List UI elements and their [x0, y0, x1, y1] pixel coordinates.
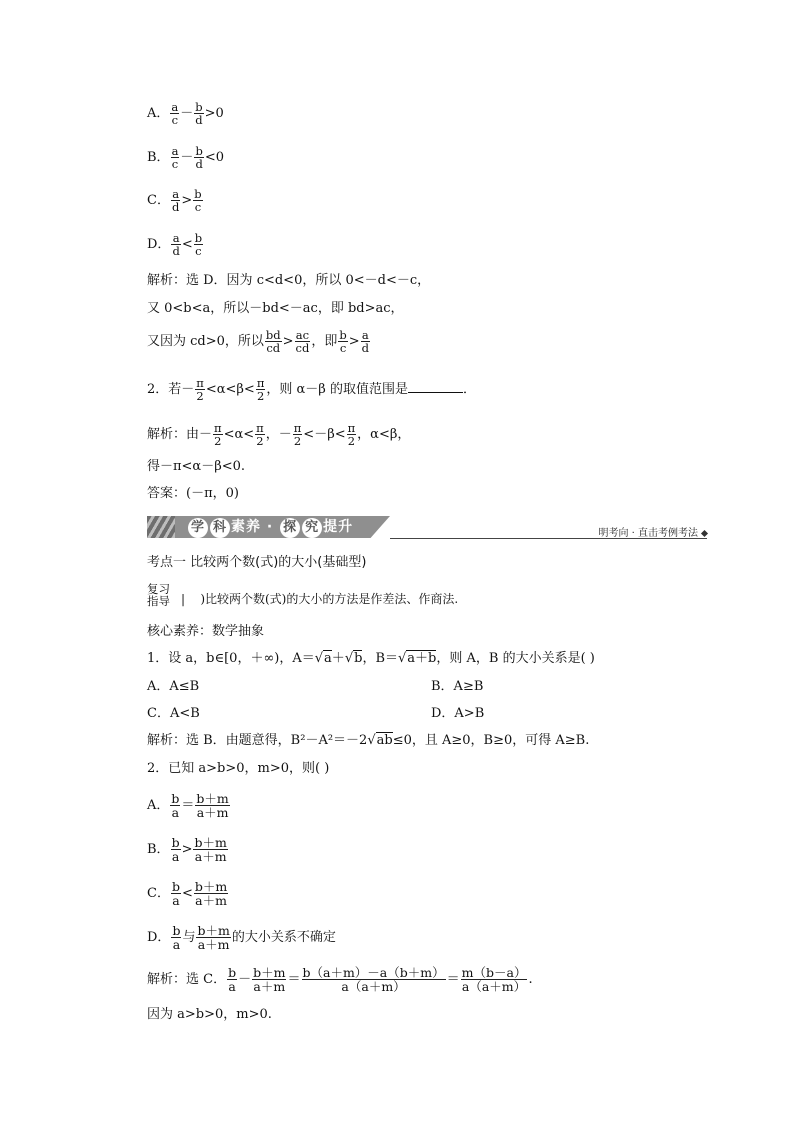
banner-title — [187, 516, 353, 538]
option-tail: <0 — [204, 150, 224, 166]
denominator: d — [171, 200, 180, 215]
q3-solution — [147, 734, 589, 747]
numerator: b — [172, 923, 181, 938]
fraction — [195, 792, 229, 819]
banner-stripes — [147, 516, 175, 538]
option-label: A． — [147, 798, 170, 814]
denominator: d — [195, 157, 203, 172]
denominator: a＋m — [197, 937, 230, 953]
operator: > — [181, 193, 193, 209]
operator: ＝ — [287, 972, 301, 988]
denominator: 2 — [214, 434, 222, 449]
operator: － — [180, 106, 194, 122]
option-label: C． — [147, 193, 170, 209]
option-label: B． — [147, 150, 170, 166]
diamond-icon — [701, 529, 708, 536]
option-c — [147, 188, 204, 213]
text: ． — [462, 382, 476, 398]
q4-option-d — [147, 924, 336, 951]
option-label: A． — [147, 106, 170, 122]
section-banner — [147, 512, 707, 542]
numerator: a — [171, 144, 179, 158]
q4-solution — [147, 966, 533, 993]
review-guide-label — [147, 583, 170, 607]
sqrt-symbol: √ — [398, 651, 407, 666]
fraction — [195, 377, 205, 402]
bar: | — [181, 592, 201, 606]
fraction — [171, 145, 180, 170]
numerator: b — [339, 328, 347, 342]
option-tail: >0 — [204, 106, 224, 122]
denominator: a＋m — [253, 979, 286, 995]
option-b — [147, 145, 224, 170]
banner-char: 学 — [188, 518, 208, 538]
numerator: b — [171, 791, 180, 806]
denominator: a — [171, 849, 180, 865]
text: <α<β< — [205, 382, 255, 398]
q4-solution-line2: 因为 a>b>0，m>0. — [147, 1007, 272, 1022]
section-heading: 考点一 比较两个数(式)的大小(基础型) — [147, 555, 367, 570]
q3-option-d: D．A>B — [431, 706, 485, 721]
fraction — [265, 329, 282, 354]
q4-option-c — [147, 880, 229, 907]
fraction — [171, 188, 180, 213]
denominator: c — [339, 341, 347, 356]
text: 1．设 a，b∈[0，＋∞)，A＝ — [147, 651, 315, 666]
fraction — [196, 924, 230, 951]
solution1-line2: 又 0<b<a，所以－bd<－ac，即 bd>ac， — [147, 301, 404, 316]
fraction — [361, 329, 370, 354]
operator: － — [180, 150, 194, 166]
question-3 — [147, 652, 595, 665]
q4-option-a — [147, 792, 231, 819]
fraction — [194, 101, 203, 126]
option-label: B． — [147, 842, 170, 858]
fraction — [255, 422, 265, 447]
numerator: m（b－a） — [461, 965, 527, 980]
numerator: b — [228, 965, 237, 980]
banner-char: 探 — [280, 518, 300, 538]
fraction — [194, 232, 203, 257]
core-literacy: 核心素养：数学抽象 — [147, 624, 265, 639]
text: ，－ — [265, 427, 292, 443]
review-guide-2: 指导 — [147, 594, 170, 609]
numerator: b＋m — [253, 965, 286, 980]
banner-right — [598, 524, 707, 539]
denominator: 2 — [347, 434, 356, 449]
radicand: a — [324, 651, 332, 666]
banner-text: 素养 · — [231, 519, 280, 535]
operator: ＝ — [446, 972, 460, 988]
denominator: c — [171, 157, 179, 172]
fraction — [171, 836, 181, 863]
fraction — [171, 924, 181, 951]
banner-right-text: 明考向 · 直击考例考法 — [598, 528, 698, 539]
denominator: a＋m — [195, 893, 227, 909]
numerator: a — [172, 187, 180, 201]
text: 解析：选 B．由题意得，B²－A²＝－2 — [147, 733, 368, 748]
fraction — [293, 422, 303, 447]
q3-option-a: A．A≤B — [147, 679, 200, 694]
text: 2．若－ — [147, 382, 195, 398]
denominator: c — [171, 113, 179, 128]
numerator: π — [214, 421, 222, 435]
q3-option-b: B．A≥B — [431, 679, 484, 694]
radicand: ab — [376, 733, 393, 748]
fraction — [252, 966, 286, 993]
banner-text: 提升 — [323, 519, 354, 535]
denominator: a — [228, 979, 236, 995]
text: ，则 α－β 的取值范围是 — [266, 382, 408, 398]
radicand: b — [354, 651, 363, 666]
numerator: a — [171, 100, 179, 114]
denominator: a — [171, 805, 180, 821]
numerator: π — [256, 376, 265, 390]
text: . — [528, 972, 533, 988]
numerator: ac — [295, 328, 310, 342]
text: )比较两个数(式)的大小的方法是作差法、作商法. — [200, 592, 459, 606]
q3-option-c: C．A<B — [147, 706, 200, 721]
option-label: C． — [147, 886, 170, 902]
denominator: 2 — [256, 389, 265, 404]
fraction — [347, 422, 357, 447]
fraction — [256, 377, 266, 402]
denominator: cd — [266, 341, 281, 356]
option-d — [147, 232, 204, 257]
denominator: d — [361, 341, 370, 356]
operator: － — [238, 972, 252, 988]
numerator: b — [171, 879, 180, 894]
denominator: a — [172, 893, 180, 909]
numerator: π — [256, 421, 264, 435]
fraction — [302, 966, 446, 993]
question-2 — [147, 377, 476, 402]
fraction — [461, 966, 528, 993]
option-a — [147, 101, 224, 126]
operator: > — [348, 334, 360, 350]
numerator: b — [171, 835, 180, 850]
fraction — [213, 422, 223, 447]
text: ≤0，且 A≥0，B≥0，可得 A≥B. — [392, 733, 590, 748]
answer-blank — [408, 380, 463, 393]
text: 解析：选 C． — [147, 972, 227, 988]
fraction — [193, 836, 227, 863]
solution1-line3 — [147, 329, 371, 354]
numerator: b＋m — [197, 923, 230, 938]
operator: < — [181, 237, 193, 253]
numerator: π — [293, 421, 302, 435]
sqrt-symbol: √ — [314, 651, 324, 666]
denominator: c — [194, 200, 202, 215]
numerator: b＋m — [196, 791, 229, 806]
q4-option-b — [147, 836, 229, 863]
fraction — [194, 145, 203, 170]
option-label: D． — [147, 237, 171, 253]
answer: 答案：(－π，0) — [147, 486, 239, 501]
question-4: 2．已知 a>b>0，m>0，则( ) — [147, 761, 330, 776]
denominator: a（a＋m） — [341, 979, 406, 995]
operator: < — [181, 886, 193, 902]
operator: ＋ — [331, 651, 345, 666]
text: <α< — [223, 427, 255, 443]
text: ，B＝ — [362, 651, 398, 666]
fraction — [194, 880, 228, 907]
numerator: π — [347, 421, 356, 435]
denominator: d — [172, 244, 180, 259]
fraction — [170, 792, 180, 819]
numerator: b＋m — [194, 879, 228, 894]
denominator: 2 — [196, 389, 204, 404]
denominator: a（a＋m） — [461, 979, 527, 995]
fraction — [193, 188, 202, 213]
fraction — [170, 101, 179, 126]
radicand: a＋b — [407, 651, 437, 666]
operator: ＝ — [181, 798, 195, 814]
text: ，α<β， — [357, 427, 411, 443]
denominator: a＋m — [196, 805, 229, 821]
numerator: a — [172, 231, 180, 245]
numerator: b — [195, 100, 203, 114]
denominator: a＋m — [194, 849, 227, 865]
sqrt-symbol: √ — [367, 733, 376, 748]
numerator: π — [196, 376, 204, 390]
fraction — [338, 329, 347, 354]
review-guide-text — [181, 593, 458, 605]
numerator: b — [194, 187, 202, 201]
solution1-line1: 解析：选 D．因为 c<d<0，所以 0<－d<－c， — [147, 273, 431, 288]
fraction — [295, 329, 311, 354]
denominator: cd — [295, 341, 310, 356]
text: 又因为 cd>0，所以 — [147, 334, 264, 350]
text: ，则 A，B 的大小关系是( ) — [436, 651, 595, 666]
numerator: a — [361, 328, 369, 342]
text: <－β< — [303, 427, 346, 443]
numerator: b（a＋m）－a（b＋m） — [302, 965, 445, 980]
numerator: b＋m — [194, 835, 227, 850]
denominator: a — [172, 937, 181, 953]
text: 的大小关系不确定 — [231, 930, 336, 946]
numerator: bd — [265, 328, 281, 342]
review-guide-1: 复习 — [147, 582, 170, 596]
numerator: b — [195, 144, 203, 158]
denominator: 2 — [256, 434, 264, 449]
numerator: b — [194, 231, 203, 245]
solution2-line1 — [147, 422, 410, 447]
denominator: d — [195, 113, 203, 128]
banner-char: 究 — [302, 518, 322, 538]
operator: > — [282, 334, 294, 350]
banner-char: 科 — [210, 518, 230, 538]
denominator: c — [195, 244, 202, 259]
solution2-line2: 得－π<α－β<0. — [147, 459, 246, 474]
fraction — [171, 880, 181, 907]
fraction — [171, 232, 180, 257]
option-label: D． — [147, 930, 171, 946]
operator: > — [181, 842, 193, 858]
text: 解析：由－ — [147, 427, 213, 443]
text: ，即 — [311, 334, 338, 350]
fraction — [227, 966, 237, 993]
text: 与 — [182, 930, 196, 946]
sqrt-symbol: √ — [344, 651, 354, 666]
denominator: 2 — [293, 434, 302, 449]
